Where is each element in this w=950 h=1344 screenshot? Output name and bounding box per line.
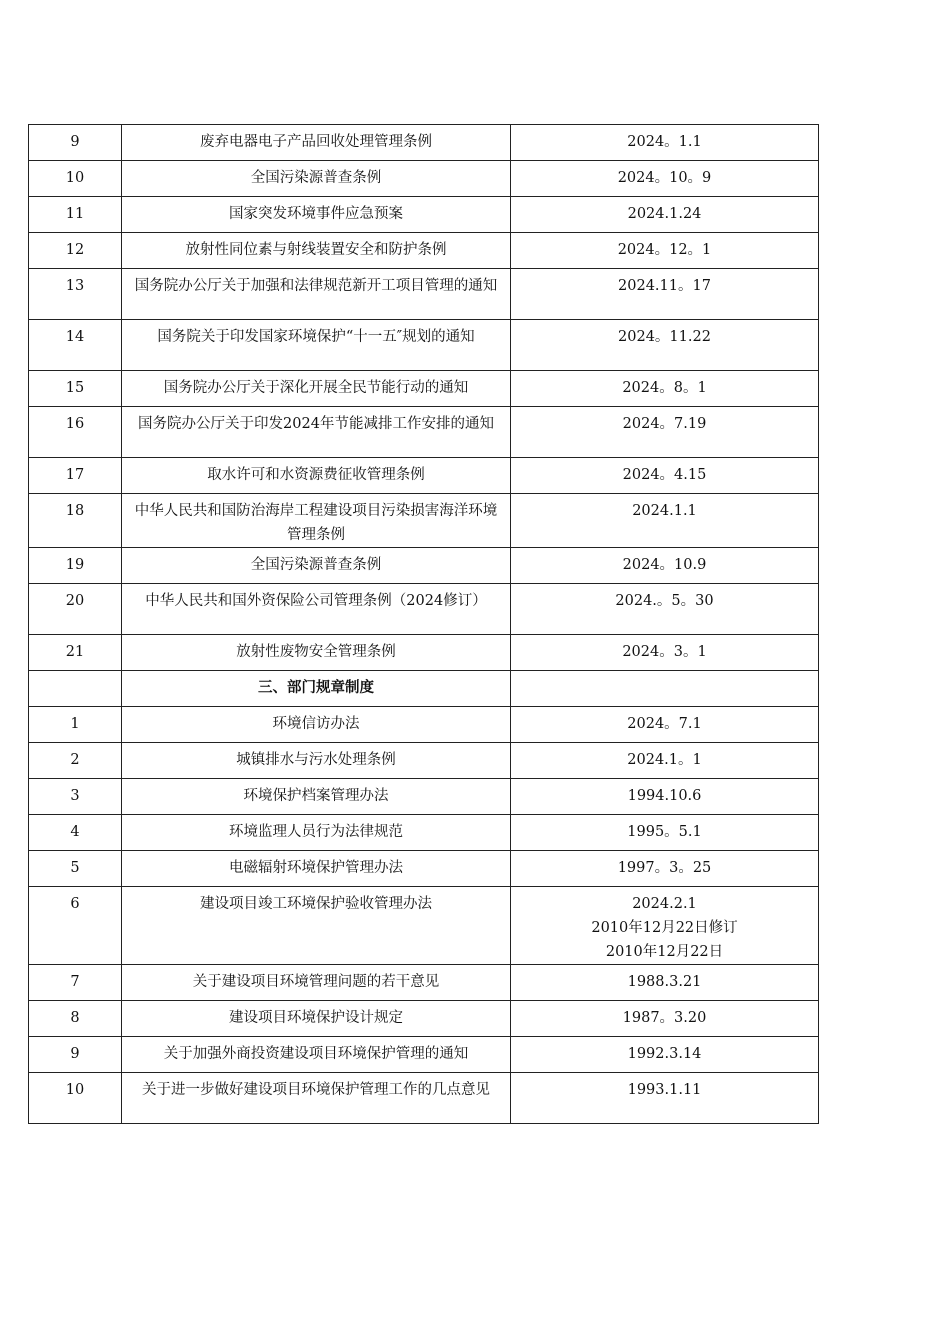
effective-date-cell [511, 965, 819, 1001]
regulation-title-cell: 环境信访办法 [122, 707, 511, 743]
regulation-title-cell: 中华人民共和国外资保险公司管理条例（2024修订） [122, 584, 511, 635]
date-line: 1992.3.14 [627, 1046, 702, 1062]
date-line: 2024。1.1 [627, 134, 702, 150]
regulation-title-cell: 城镇排水与污水处理条例 [122, 743, 511, 779]
regulations-table-body [29, 125, 819, 1124]
table-row [29, 371, 819, 407]
row-number-cell: 4 [29, 815, 122, 851]
effective-date-cell [511, 125, 819, 161]
table-row [29, 743, 819, 779]
row-number-cell: 15 [29, 371, 122, 407]
date-line: 2024。7.1 [627, 716, 702, 732]
date-line: 2010年12月22日 [605, 944, 724, 960]
regulation-title-cell: 关于建设项目环境管理问题的若干意见 [122, 965, 511, 1001]
effective-date-cell [511, 1001, 819, 1037]
effective-date-cell [511, 269, 819, 320]
effective-date-cell [511, 320, 819, 371]
row-number-cell: 10 [29, 1073, 122, 1124]
date-line: 2024.11。17 [618, 278, 711, 294]
row-number-cell: 20 [29, 584, 122, 635]
effective-date-cell [511, 743, 819, 779]
table-row [29, 965, 819, 1001]
table-row [29, 233, 819, 269]
row-number-cell: 2 [29, 743, 122, 779]
date-line: 2024。8。1 [622, 380, 707, 396]
regulation-title-cell: 关于加强外商投资建设项目环境保护管理的通知 [122, 1037, 511, 1073]
table-row [29, 269, 819, 320]
effective-date-cell [511, 779, 819, 815]
effective-date-cell [511, 1037, 819, 1073]
regulation-title-cell: 关于进一步做好建设项目环境保护管理工作的几点意见 [122, 1073, 511, 1124]
effective-date-cell [511, 548, 819, 584]
table-row [29, 887, 819, 965]
date-line: 1995。5.1 [627, 824, 702, 840]
effective-date-cell [511, 1073, 819, 1124]
row-number-cell: 21 [29, 635, 122, 671]
effective-date-cell [511, 371, 819, 407]
regulation-title-cell: 国务院办公厅关于加强和法律规范新开工项目管理的通知 [122, 269, 511, 320]
table-row [29, 584, 819, 635]
row-number-cell: 13 [29, 269, 122, 320]
row-number-cell: 5 [29, 851, 122, 887]
table-row [29, 458, 819, 494]
row-number-cell: 10 [29, 161, 122, 197]
row-number-cell: 6 [29, 887, 122, 965]
row-number-cell: 11 [29, 197, 122, 233]
date-line: 2024。7.19 [622, 416, 707, 432]
table-row [29, 851, 819, 887]
row-number-cell: 19 [29, 548, 122, 584]
regulations-table [28, 124, 819, 1124]
date-line: 2024。11.22 [618, 329, 711, 345]
effective-date-cell [511, 851, 819, 887]
regulation-title-cell: 全国污染源普查条例 [122, 161, 511, 197]
effective-date-cell [511, 635, 819, 671]
date-line: 2024。4.15 [622, 467, 707, 483]
date-line: 1993.1.11 [627, 1082, 702, 1098]
regulation-title-cell: 国务院办公厅关于深化开展全民节能行动的通知 [122, 371, 511, 407]
table-row [29, 815, 819, 851]
date-line: 2024.1。1 [627, 752, 702, 768]
section-title: 三、部门规章制度 [122, 671, 511, 707]
regulation-title-cell: 取水许可和水资源费征收管理条例 [122, 458, 511, 494]
date-line: 1987。3.20 [622, 1010, 707, 1026]
row-number-cell: 12 [29, 233, 122, 269]
regulation-title-cell: 全国污染源普查条例 [122, 548, 511, 584]
date-line: 2024.2.1 [632, 896, 697, 912]
row-number-cell: 18 [29, 494, 122, 548]
date-line: 2010年12月22日修订 [591, 920, 738, 936]
table-row [29, 161, 819, 197]
row-number-cell: 16 [29, 407, 122, 458]
section-header-row [29, 671, 819, 707]
date-line: 2024.。5。30 [615, 593, 714, 609]
effective-date-cell [511, 233, 819, 269]
date-line: 1994.10.6 [627, 788, 702, 804]
table-row [29, 548, 819, 584]
regulation-title-cell: 国务院办公厅关于印发2024年节能减排工作安排的通知 [122, 407, 511, 458]
regulation-title-cell: 放射性同位素与射线装置安全和防护条例 [122, 233, 511, 269]
date-line: 2024.1.1 [632, 503, 697, 519]
regulation-title-cell: 建设项目环境保护设计规定 [122, 1001, 511, 1037]
date-line: 2024。12。1 [617, 242, 712, 258]
effective-date-cell [511, 161, 819, 197]
effective-date-cell [511, 887, 819, 965]
regulation-title-cell: 电磁辐射环境保护管理办法 [122, 851, 511, 887]
effective-date-cell [511, 458, 819, 494]
date-line: 1988.3.21 [627, 974, 702, 990]
regulation-title-cell: 国家突发环境事件应急预案 [122, 197, 511, 233]
effective-date-cell [511, 407, 819, 458]
row-number-cell: 17 [29, 458, 122, 494]
row-number-cell [29, 671, 122, 707]
regulation-title-cell: 放射性废物安全管理条例 [122, 635, 511, 671]
table-row [29, 494, 819, 548]
table-row [29, 779, 819, 815]
row-number-cell: 9 [29, 1037, 122, 1073]
table-row [29, 1001, 819, 1037]
regulation-title-cell: 环境保护档案管理办法 [122, 779, 511, 815]
regulation-title-cell: 国务院关于印发国家环境保护“十一五″规划的通知 [122, 320, 511, 371]
row-number-cell: 3 [29, 779, 122, 815]
effective-date-cell [511, 815, 819, 851]
row-number-cell: 1 [29, 707, 122, 743]
table-row [29, 407, 819, 458]
regulation-title-cell: 中华人民共和国防治海岸工程建设项目污染损害海洋环境管理条例 [122, 494, 511, 548]
regulation-title-cell: 建设项目竣工环境保护验收管理办法 [122, 887, 511, 965]
row-number-cell: 9 [29, 125, 122, 161]
row-number-cell: 8 [29, 1001, 122, 1037]
effective-date-cell [511, 494, 819, 548]
effective-date-cell [511, 197, 819, 233]
table-row [29, 125, 819, 161]
effective-date-cell [511, 707, 819, 743]
regulation-title-cell: 环境监理人员行为法律规范 [122, 815, 511, 851]
table-row [29, 635, 819, 671]
row-number-cell: 7 [29, 965, 122, 1001]
table-row [29, 1073, 819, 1124]
table-row [29, 1037, 819, 1073]
effective-date-cell [511, 584, 819, 635]
table-row [29, 320, 819, 371]
date-line: 2024。10。9 [617, 170, 712, 186]
date-line: 2024。10.9 [622, 557, 707, 573]
table-row [29, 707, 819, 743]
date-line: 2024.1.24 [627, 206, 702, 222]
date-line: 1997。3。25 [617, 860, 712, 876]
table-row [29, 197, 819, 233]
date-line: 2024。3。1 [622, 644, 707, 660]
regulation-title-cell: 废弃电器电子产品回收处理管理条例 [122, 125, 511, 161]
effective-date-cell [511, 671, 819, 707]
row-number-cell: 14 [29, 320, 122, 371]
